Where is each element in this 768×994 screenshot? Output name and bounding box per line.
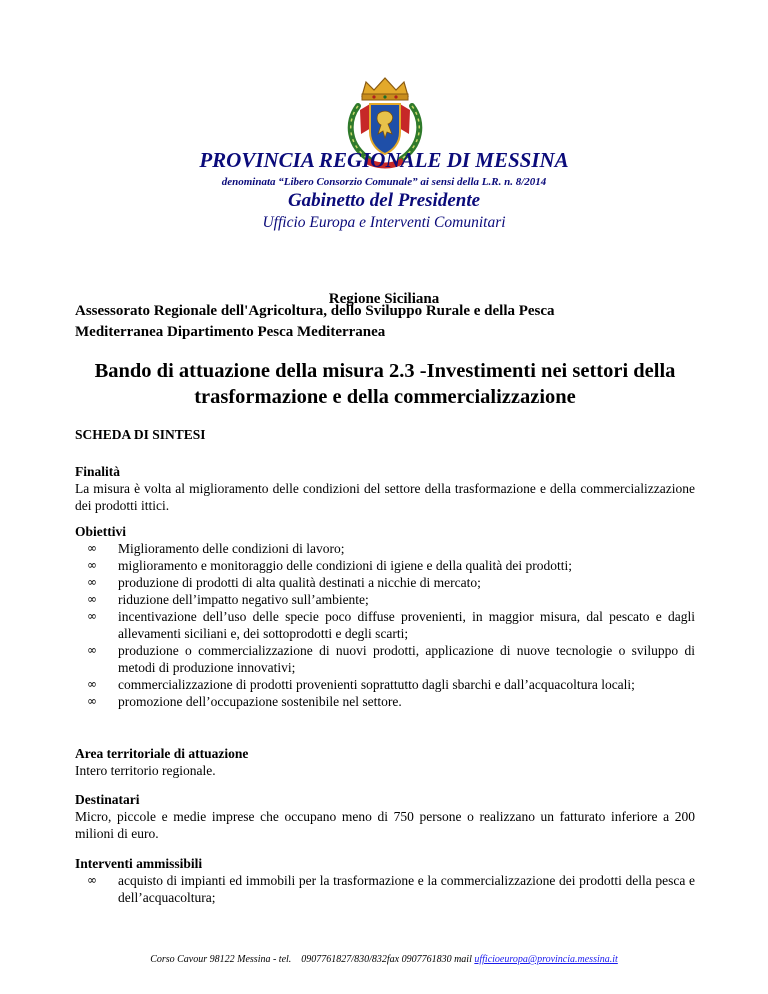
summary-heading: SCHEDA DI SINTESI: [75, 427, 206, 442]
obiettivi-section: [75, 523, 695, 710]
document-title-line-2: trasformazione e della commercializzazione: [194, 386, 576, 408]
region-name: Regione Siciliana: [328, 291, 440, 307]
destinatari-text: Micro, piccole e medie imprese che occupano meno di 750 persone o realizzano un fatturato inferiore a 200 milioni di euro.: [75, 809, 695, 841]
interventi-section: [75, 855, 695, 906]
bullet-icon: ∞: [87, 541, 97, 555]
ente-subtitle: denominata “Libero Consorzio Comunale” ai sensi della L.R. n. 8/2014: [221, 176, 547, 188]
obiettivi-list: [75, 540, 695, 710]
area-section: [75, 745, 695, 779]
bullet-icon: ∞: [87, 592, 97, 606]
finalita-heading: Finalità: [75, 464, 121, 479]
department-line-1: Assessorato Regionale dell'Agricoltura, dello Sviluppo Rurale e della Pesca: [75, 303, 555, 319]
destinatari-heading: Destinatari: [75, 792, 140, 807]
bullet-icon: ∞: [87, 643, 97, 657]
obiettivi-heading: Obiettivi: [75, 524, 126, 539]
office-name: Gabinetto del Presidente: [287, 190, 481, 211]
obiettivi-item: [75, 591, 695, 608]
interventi-item: [75, 872, 695, 906]
bullet-icon: ∞: [87, 694, 97, 708]
department-heading: [75, 301, 695, 343]
obiettivi-item-text: promozione dell’occupazione sostenibile nel settore.: [118, 694, 402, 709]
obiettivi-item: [75, 676, 695, 693]
page-footer: [0, 954, 768, 965]
obiettivi-item: [75, 642, 695, 676]
obiettivi-item: [75, 540, 695, 557]
bullet-icon: ∞: [87, 609, 97, 623]
obiettivi-item-text: produzione di prodotti di alta qualità destinati a nicchie di mercato;: [118, 575, 481, 590]
footer-phones: 0907761827/830/832fax 0907761830 mail: [301, 954, 472, 965]
obiettivi-item-text: miglioramento e monitoraggio delle condizioni di igiene e della qualità dei prodotti;: [118, 558, 573, 573]
bullet-icon: ∞: [87, 575, 97, 589]
finalita-text: La misura è volta al miglioramento delle condizioni del settore della trasformazione e della commercializzazione dei prodotti ittici.: [75, 481, 695, 513]
area-heading: Area territoriale di attuazione: [75, 746, 249, 761]
unit-name: Ufficio Europa e Interventi Comunitari: [262, 214, 506, 231]
obiettivi-item-text: riduzione dell’impatto negativo sull’ambiente;: [118, 592, 369, 607]
department-line-2: Mediterranea Dipartimento Pesca Mediterranea: [75, 324, 386, 340]
document-title: [60, 358, 710, 410]
footer-address: Corso Cavour 98122 Messina - tel.: [150, 954, 292, 965]
obiettivi-item: [75, 608, 695, 642]
interventi-item-text: acquisto di impianti ed immobili per la trasformazione e la commercializzazione dei prodotti della pesca e dell’acquacoltura;: [118, 873, 695, 905]
bullet-icon: ∞: [87, 558, 97, 572]
interventi-heading: Interventi ammissibili: [75, 856, 203, 871]
destinatari-section: [75, 791, 695, 842]
footer-email-link[interactable]: ufficioeuropa@provincia.messina.it: [474, 954, 618, 965]
ente-title: PROVINCIA REGIONALE DI MESSINA: [199, 148, 569, 172]
obiettivi-item: [75, 574, 695, 591]
obiettivi-item-text: Miglioramento delle condizioni di lavoro;: [118, 541, 345, 556]
obiettivi-item: [75, 557, 695, 574]
bullet-icon: ∞: [87, 677, 97, 691]
obiettivi-item-text: produzione o commercializzazione di nuovi prodotti, applicazione di nuove tecnologie o sviluppo di metodi di produzione innovativi;: [118, 643, 695, 675]
document-title-line-1: Bando di attuazione della misura 2.3 -Investimenti nei settori della: [94, 360, 676, 382]
obiettivi-item-text: commercializzazione di prodotti provenienti soprattutto dagli sbarchi e dall’acquacoltura locali;: [118, 677, 635, 692]
interventi-list: [75, 872, 695, 906]
obiettivi-item-text: incentivazione dell’uso delle specie poco diffuse provenienti, in maggior misura, dal pescato e dagli allevamenti siciliani e, dei sottoprodotti e degli scarti;: [118, 609, 695, 641]
bullet-icon: ∞: [87, 873, 97, 887]
finalita-section: [75, 463, 695, 514]
area-text: Intero territorio regionale.: [75, 763, 216, 778]
obiettivi-item: [75, 693, 695, 710]
